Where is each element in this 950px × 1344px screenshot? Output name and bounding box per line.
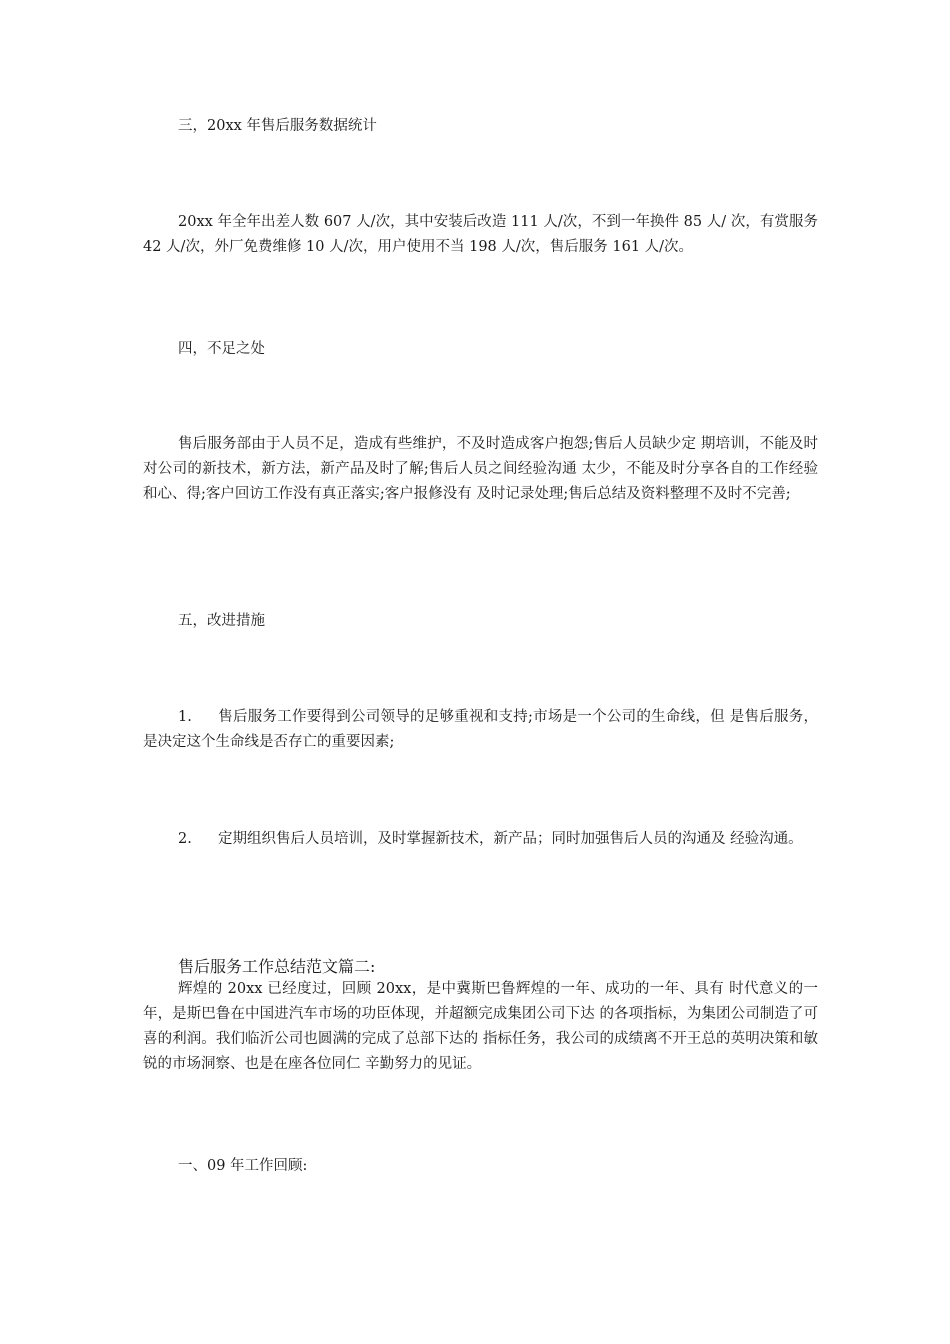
list-item-1 (143, 705, 818, 755)
section-3-paragraph: 20xx 年全年出差人数 607 人/次，其中安装后改造 111 人/次，不到一年换件 85 人/ 次，有赏服务 42 人/次，外厂免费维修 10 人/次，用户使用不当 198 人/次，售后服务 161 人/次。 (143, 214, 818, 255)
article-2-title: 售后服务工作总结范文篇二: (178, 957, 376, 976)
section-4-heading: 四，不足之处 (178, 341, 265, 357)
article-2-intro-paragraph: 辉煌的 20xx 已经度过，回顾 20xx，是中冀斯巴鲁辉煌的一年、成功的一年、具有 时代意义的一年，是斯巴鲁在中国进汽车市场的功臣体现，并超额完成集团公司下达 的各项指标，为集团公司制造了可喜的利润。我们临沂公司也圆满的完成了总部下达的 指标任务，我公司的成绩离不开王总的英明决策和敏锐的市场洞察、也是在座各位同仁 辛勤努力的见证。 (143, 981, 818, 1072)
list-item-text: 定期组织售后人员培训，及时掌握新技术，新产品；同时加强售后人员的沟通及 经验沟通。 (218, 831, 803, 847)
section-4-paragraph: 售后服务部由于人员不足，造成有些维护，不及时造成客户抱怨;售后人员缺少定 期培训，不能及时对公司的新技术，新方法，新产品及时了解;售后人员之间经验沟通 太少，不能及时分享各自的工作经验和心、得;客户回访工作没有真正落实;客户报修没有 及时记录处理;售后总结及资料整理不及时不完善; (143, 436, 818, 502)
list-item-number: 2. (178, 831, 192, 847)
list-item-2 (143, 827, 818, 852)
article-2-section-1-heading: 一、09 年工作回顾: (178, 1158, 308, 1174)
list-item-number: 1. (178, 709, 192, 725)
section-3-heading: 三，20xx 年售后服务数据统计 (178, 118, 377, 134)
list-item-text: 售后服务工作要得到公司领导的足够重视和支持;市场是一个公司的生命线，但 是售后服务，是决定这个生命线是否存亡的重要因素; (143, 709, 818, 750)
section-5-heading: 五，改进措施 (178, 613, 265, 629)
